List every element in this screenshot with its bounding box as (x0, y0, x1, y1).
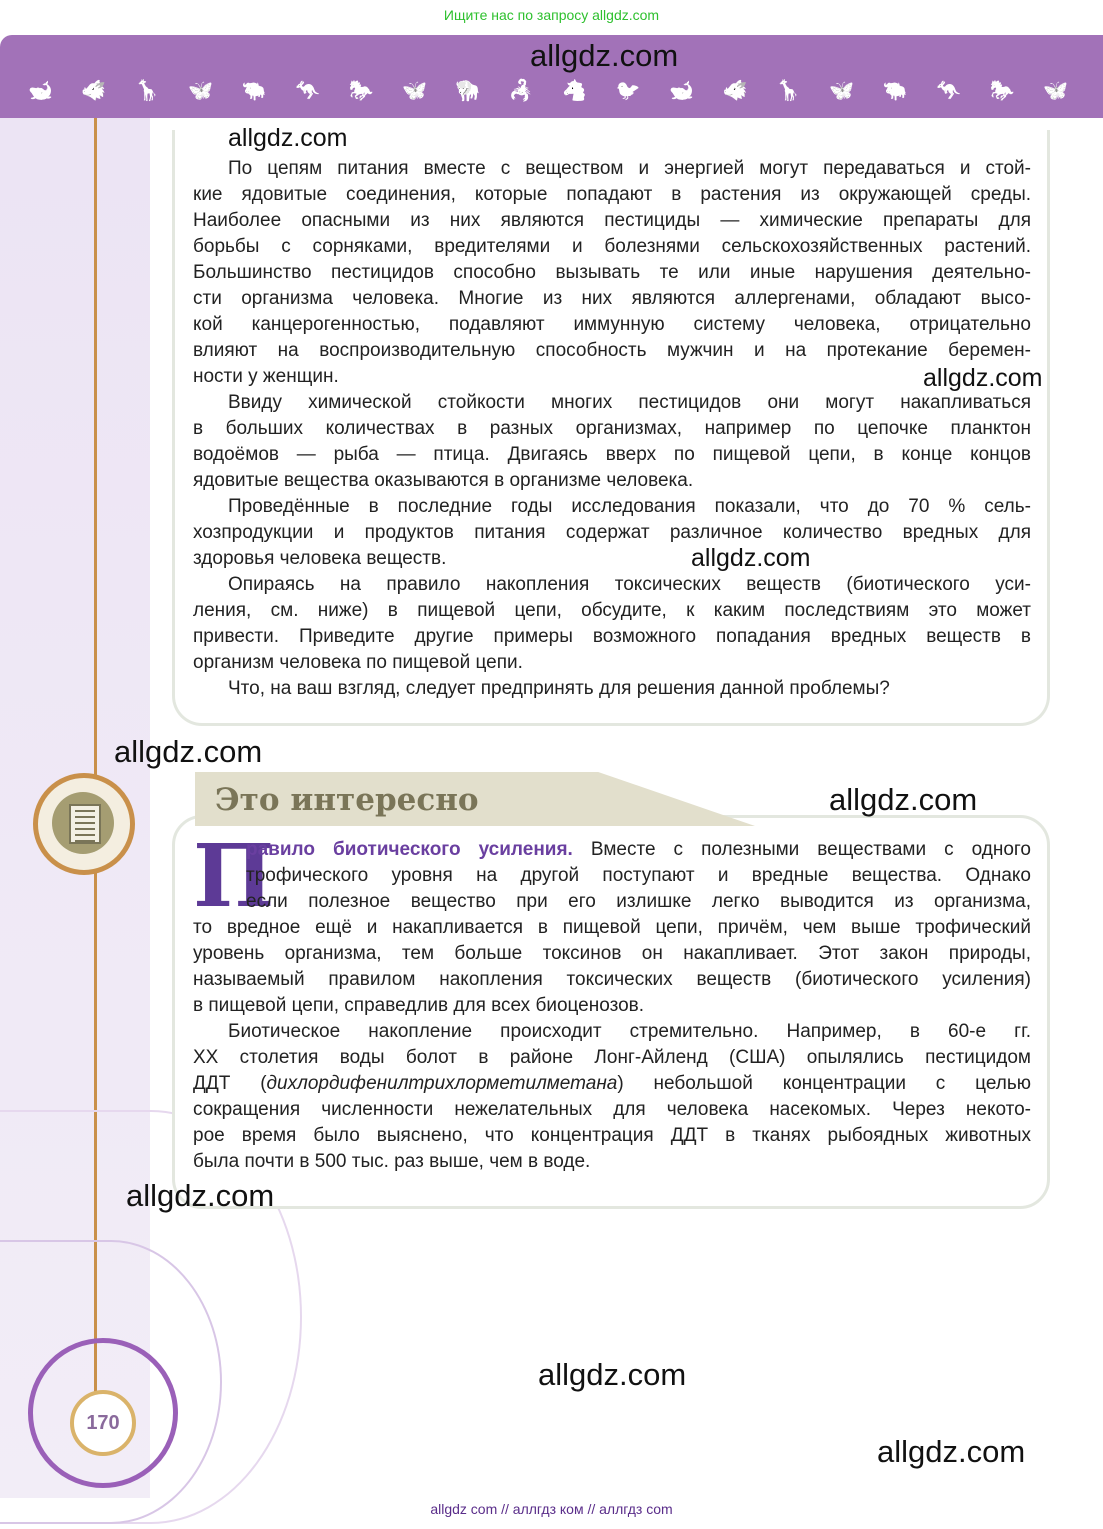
animal-silhouette-icon: 🐃 (241, 80, 267, 102)
text-line (193, 312, 1031, 338)
watermark: allgdz.com (877, 1434, 1026, 1469)
section-title: Это интересно (215, 782, 479, 818)
animal-silhouette-icon: 🐗 (81, 80, 107, 102)
search-hint: Ищите нас по запросу allgdz.com (443, 7, 660, 23)
animal-silhouette-icon: 🦋 (1043, 80, 1068, 102)
text-line (193, 156, 1031, 182)
text-segment: привести. Приведите другие примеры возможного попадания вредных веществ в (193, 626, 1031, 647)
animal-silhouette-icon: 🦒 (775, 80, 801, 102)
text-segment: ления, см. ниже) в пищевой цепи, обсудите, к каким последствиям это может (193, 600, 1031, 621)
animal-silhouette-icon: 🦋 (829, 80, 855, 102)
discussion-text (193, 156, 1031, 702)
text-line (193, 1071, 1031, 1097)
watermark: allgdz.com (228, 124, 348, 152)
text-segment: влияют на воспроизводительную способность мужчин и на протекание беремен- (193, 340, 1031, 361)
text-segment: в больших количествах в разных организмах, например по цепочке планктон (193, 418, 1031, 439)
text-line (193, 915, 1031, 941)
text-line (193, 837, 1031, 863)
text-segment: если полезное вещество при его излишке легко выводится из организма, (246, 891, 1031, 912)
page-number: 170 (70, 1390, 136, 1456)
text-segment: здоровья человека веществ. (193, 548, 447, 569)
text-segment: борьбы с сорняками, вредителями и болезнями сельскохозяйственных растений. (193, 236, 1031, 257)
watermark: allgdz.com (691, 544, 811, 572)
document-icon (69, 804, 101, 844)
text-segment: Проведённые в последние годы исследования показали, что до 70 % сель- (228, 496, 1031, 517)
text-line (193, 546, 1031, 572)
text-line (193, 494, 1031, 520)
animal-silhouette-icon: 🐴 (562, 80, 588, 102)
animal-silhouette-icon: 🐗 (722, 80, 748, 102)
text-line (193, 1019, 1031, 1045)
text-segment: ) небольшой концентрации с целью (617, 1073, 1032, 1094)
text-line (193, 520, 1031, 546)
italic-term: дихлордифенилтрихлорметилметана (266, 1073, 618, 1094)
watermark: allgdz.com (126, 1178, 275, 1213)
text-line (193, 993, 1031, 1019)
text-line (193, 260, 1031, 286)
animal-silhouette-icon: 🐋 (669, 80, 694, 102)
text-line (193, 598, 1031, 624)
text-line (193, 650, 1031, 676)
text-line (193, 364, 1031, 390)
drop-cap: П (193, 826, 275, 927)
text-segment: сти организма человека. Многие из них являются аллергенами, обладают высо- (193, 288, 1031, 309)
text-line (193, 941, 1031, 967)
text-segment: сокращения численности нежелательных для человека насекомых. Через некото- (193, 1099, 1031, 1120)
text-line (193, 572, 1031, 598)
text-segment: кой канцерогенностью, подавляют иммунную систему человека, отрицательно (193, 314, 1031, 335)
animal-silhouette-icon: 🐃 (882, 80, 908, 102)
text-segment: трофического уровня на другой поступают и вредные вещества. Однако (246, 865, 1031, 886)
text-line (193, 442, 1031, 468)
text-segment: организм человека по пищевой цепи. (193, 652, 523, 673)
text-line (193, 1149, 1031, 1175)
text-line (193, 286, 1031, 312)
animal-silhouette-icon: 🦋 (401, 80, 427, 102)
animal-silhouette-icon: 🦂 (508, 80, 534, 102)
animal-silhouette-icon: 🐦 (615, 80, 641, 102)
text-line (193, 390, 1031, 416)
text-segment: Опираясь на правило накопления токсических веществ (биотического уси- (228, 574, 1031, 595)
text-line (193, 338, 1031, 364)
footer-links: allgdz com // аллгдз ком // аллгдз com (430, 1501, 673, 1517)
text-line (193, 1097, 1031, 1123)
animal-silhouette-icon: 🦒 (134, 80, 160, 102)
text-segment: в пищевой цепи, справедлив для всех биоценозов. (193, 995, 645, 1016)
text-segment: уровень организма, тем больше токсинов он накапливает. Этот закон природы, (193, 943, 1031, 964)
text-segment: Что, на ваш взгляд, следует предпринять для решения данной проблемы? (228, 678, 890, 699)
decorative-circle (0, 1240, 222, 1524)
text-line (193, 676, 1031, 702)
text-line (193, 624, 1031, 650)
watermark: allgdz.com (114, 734, 263, 769)
text-segment: Большинство пестицидов способно вызывать те или иные нарушения деятельно- (193, 262, 1031, 283)
animal-silhouette-icon: 🐋 (28, 80, 53, 102)
text-segment: ДДТ ( (193, 1073, 267, 1094)
text-segment: хозпродукции и продуктов питания содержат различное количество вредных для (193, 522, 1031, 543)
animal-silhouettes-strip (28, 78, 1068, 103)
animal-silhouette-icon: 🦬 (455, 80, 481, 102)
text-segment: Наиболее опасными из них являются пестициды — химические препараты для (193, 210, 1031, 231)
text-segment: XX столетия воды болот в районе Лонг-Айленд (США) опылялись пестицидом (193, 1047, 1031, 1068)
animal-silhouette-icon: 🦘 (295, 80, 321, 102)
text-segment: По цепям питания вместе с веществом и энергией могут передаваться и стой- (228, 158, 1031, 179)
watermark: allgdz.com (538, 1357, 687, 1392)
text-segment: рое время было выяснено, что концентрация ДДТ в тканях рыбоядных животных (193, 1125, 1031, 1146)
term-heading: равило биотического усиления. (246, 839, 573, 860)
text-line (193, 889, 1031, 915)
text-line (193, 182, 1031, 208)
animal-silhouette-icon: 🦋 (188, 80, 214, 102)
animal-silhouette-icon: 🐎 (989, 80, 1015, 102)
text-line (193, 208, 1031, 234)
interesting-text (193, 826, 1032, 1175)
watermark: allgdz.com (923, 364, 1043, 392)
text-segment: Вместе с полезными веществами с одного (572, 839, 1031, 860)
text-segment: кие ядовитые соединения, которые попадают в растения из окружающей среды. (193, 184, 1031, 205)
text-segment: называемый правилом накопления токсических веществ (биотического усиления) (193, 969, 1031, 990)
text-line (193, 234, 1031, 260)
text-line (193, 863, 1031, 889)
animal-silhouette-icon: 🐎 (348, 80, 374, 102)
text-segment: Ввиду химической стойкости многих пестицидов они могут накапливаться (228, 392, 1031, 413)
text-line (193, 416, 1031, 442)
text-line (193, 967, 1031, 993)
text-segment: была почти в 500 тыс. раз выше, чем в воде. (193, 1151, 591, 1172)
text-line (193, 1045, 1031, 1071)
text-line (193, 1123, 1031, 1149)
animal-silhouette-icon: 🦘 (936, 80, 962, 102)
watermark: allgdz.com (530, 38, 679, 73)
text-line (193, 468, 1031, 494)
watermark: allgdz.com (829, 782, 978, 817)
text-segment: Биотическое накопление происходит стремительно. Например, в 60-е гг. (228, 1021, 1031, 1042)
text-segment: то вредное ещё и накапливается в пищевой цепи, причём, чем выше трофический (193, 917, 1031, 938)
text-segment: водоёмов — рыба — птица. Двигаясь вверх по пищевой цепи, в конце концов (193, 444, 1031, 465)
text-segment: ности у женщин. (193, 366, 339, 387)
text-segment: ядовитые вещества оказываются в организме человека. (193, 470, 694, 491)
